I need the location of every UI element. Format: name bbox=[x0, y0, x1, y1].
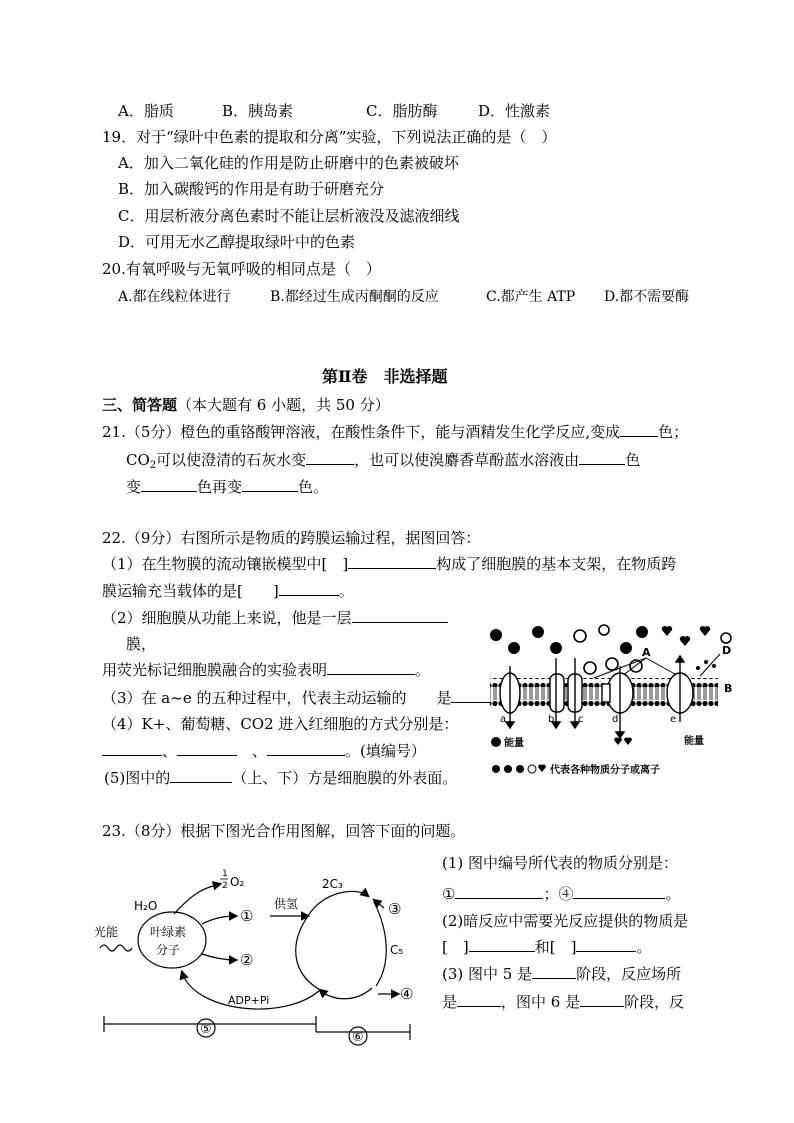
circle-3: ③ bbox=[388, 900, 402, 918]
q22-text-2d: 。 bbox=[415, 661, 431, 679]
q22-blank-2[interactable] bbox=[279, 581, 339, 596]
q22-p2-line1 bbox=[102, 607, 448, 629]
q19-option-b: B．加入碳酸钙的作用是有助于研磨充分 bbox=[118, 180, 385, 198]
q22-text-2a: （2）细胞膜从功能上来说，他是一层 bbox=[102, 609, 352, 627]
q22-blank-8[interactable] bbox=[267, 741, 345, 756]
q22-stem: 22.（9分）右图所示是物质的跨膜运输过程，据图回答： bbox=[102, 529, 481, 547]
section3-title: 三、简答题 bbox=[102, 396, 178, 414]
q18-option-c: C．脂肪酶 bbox=[366, 102, 438, 120]
q22-p5 bbox=[104, 767, 457, 789]
adp-label: ADP+Pi bbox=[228, 994, 270, 1007]
q23-stem: 23.（8分）根据下图光合作用图解，回答下面的问题。 bbox=[102, 822, 466, 840]
q23-r1: (1) 图中编号所代表的物质分别是： bbox=[442, 854, 679, 872]
q23-text-r2c: 。 bbox=[665, 885, 681, 903]
lane-b: b bbox=[548, 714, 555, 725]
q22-blank-7[interactable] bbox=[177, 741, 237, 756]
q23-blank-6[interactable] bbox=[457, 992, 501, 1007]
circle-5: ⑤ bbox=[200, 1022, 212, 1037]
q22-p4a: （4）K+、葡萄糖、CO2 进入红细胞的方式分别是： bbox=[102, 715, 459, 733]
q23-text-r6b: ，图中 6 是 bbox=[501, 993, 581, 1011]
q23-r2 bbox=[442, 883, 680, 905]
q19-option-c: C．用层析液分离色素时不能让层析液没及滤液细线 bbox=[118, 207, 460, 225]
q20-option-d: D.都不需要酶 bbox=[604, 289, 690, 305]
o2-numerator: 1 bbox=[222, 869, 228, 879]
q23-r5 bbox=[442, 963, 681, 985]
circle-1: ① bbox=[240, 907, 254, 925]
q23-blank-4[interactable] bbox=[576, 937, 636, 952]
pigment-label-1: 叶绿素 bbox=[150, 925, 187, 939]
q21-text-1b: 色； bbox=[658, 423, 689, 441]
lane-e: e bbox=[670, 714, 677, 725]
q20-option-b: B.都经过生成丙酮酮的反应 bbox=[270, 289, 439, 305]
circle-6: ⑥ bbox=[352, 1030, 364, 1045]
q22-text-5a: (5)图中的 bbox=[104, 769, 171, 787]
q21-text-2b: ，也可以使溴麝香草酚蓝水溶液由 bbox=[354, 451, 580, 469]
supply-h-label: 供氢 bbox=[274, 897, 299, 911]
q21-text-2c: 色 bbox=[625, 451, 641, 469]
dark-cycle-left bbox=[296, 916, 320, 990]
q23-r6 bbox=[442, 991, 684, 1013]
light-wave bbox=[100, 945, 132, 951]
q22-text-1c: 膜运输充当载体的是[ ] bbox=[102, 582, 279, 600]
q22-p1-line2 bbox=[102, 580, 354, 602]
lane-a: a bbox=[500, 714, 507, 725]
q23-r3: (2)暗反应中需要光反应提供的物质是 bbox=[442, 912, 689, 930]
energy-label-right: 能量 bbox=[684, 736, 704, 747]
q19-stem: 19．对于“绿叶中色素的提取和分离”实验，下列说法正确的是（ ） bbox=[102, 128, 557, 146]
q22-text-2c: 用荧光标记细胞膜融合的实验表明 bbox=[102, 661, 328, 679]
q23-text-r4a: [ ] bbox=[442, 938, 469, 956]
q21-line3 bbox=[126, 476, 328, 498]
q22-blank-6[interactable] bbox=[102, 741, 162, 756]
q22-blank-1[interactable] bbox=[348, 554, 436, 569]
q21-blank-1[interactable] bbox=[620, 422, 658, 437]
q21-text-3b: 色再变 bbox=[197, 478, 243, 496]
q21-blank-4[interactable] bbox=[141, 477, 197, 492]
q22-sep-2: 、 bbox=[252, 742, 268, 760]
circle-4: ④ bbox=[400, 985, 414, 1003]
q22-text-4d: 。(填编号） bbox=[345, 742, 426, 760]
q22-blank-3[interactable] bbox=[352, 608, 448, 623]
q23-r4 bbox=[442, 936, 651, 958]
q20-stem: 20.有氧呼吸与无氧呼吸的相同点是（ ） bbox=[102, 260, 381, 278]
c5-label: C₅ bbox=[390, 943, 404, 957]
q22-text-3a: （3）在 a~e 的五种过程中，代表主动运输的 是 bbox=[102, 689, 452, 707]
q22-text-1a: （1）在生物膜的流动镶嵌模型中[ ] bbox=[102, 555, 349, 573]
legend-symbols bbox=[492, 765, 546, 774]
energy-label-left: 能量 bbox=[504, 738, 524, 749]
legend-text: 代表各种物质分子或离子 bbox=[550, 765, 660, 776]
q23-blank-5[interactable] bbox=[532, 964, 576, 979]
q23-text-r4b: 和[ ] bbox=[534, 938, 577, 956]
q23-blank-3[interactable] bbox=[469, 937, 535, 952]
section3-note: （本大题有 6 小题，共 50 分） bbox=[177, 396, 390, 414]
chlorophyll-circle bbox=[138, 912, 206, 968]
label-b-bilayer: B bbox=[724, 682, 733, 695]
o2-denominator: 2 bbox=[222, 881, 228, 891]
q18-option-a: A．脂质 bbox=[118, 102, 174, 120]
q22-text-5b: （上、下）方是细胞膜的外表面。 bbox=[232, 769, 458, 787]
q23-text-r6a: 是 bbox=[442, 993, 458, 1011]
q18-option-b: B．胰岛素 bbox=[222, 102, 294, 120]
q20-option-a: A.都在线粒体进行 bbox=[118, 289, 231, 305]
q23-blank-7[interactable] bbox=[580, 992, 624, 1007]
q21-text-1: 21.（5分）橙色的重铬酸钾溶液，在酸性条件下，能与酒精发生化学反应,变成 bbox=[102, 423, 621, 441]
q21-blank-3[interactable] bbox=[579, 450, 625, 465]
o2-label: O₂ bbox=[230, 875, 245, 889]
label-a-protein: A bbox=[642, 646, 651, 659]
q21-text-3c: 色。 bbox=[298, 478, 329, 496]
label-d-marker: D bbox=[722, 644, 732, 657]
q22-p2-line2 bbox=[102, 659, 430, 681]
section3-heading bbox=[102, 394, 390, 416]
q21-line2 bbox=[126, 449, 640, 477]
q23-blank-2[interactable] bbox=[573, 884, 665, 899]
q19-option-d: D．可用无水乙醇提取绿叶中的色素 bbox=[118, 233, 356, 251]
lane-d: d bbox=[612, 714, 619, 725]
part2-title: 第Ⅱ卷 非选择题 bbox=[322, 367, 448, 386]
q23-num-1: ① bbox=[442, 885, 456, 903]
circle-2: ② bbox=[240, 951, 254, 969]
q21-text-2a: 可以使澄清的石灰水变 bbox=[156, 451, 307, 469]
q22-sep-1: 、 bbox=[162, 742, 178, 760]
q22-text-1d: 。 bbox=[338, 582, 354, 600]
q21-blank-2[interactable] bbox=[306, 450, 354, 465]
q22-blank-9[interactable] bbox=[170, 768, 232, 783]
q22-blank-4[interactable] bbox=[327, 660, 415, 675]
q20-option-c: C.都产生 ATP bbox=[486, 289, 576, 305]
q21-text-3a: 变 bbox=[126, 478, 142, 496]
q22-text-1b: 构成了细胞膜的基本支架，在物质跨 bbox=[436, 555, 677, 573]
q22-p4-blanks bbox=[102, 740, 426, 762]
q22-p3 bbox=[102, 687, 491, 709]
q23-text-r4c: 。 bbox=[636, 938, 652, 956]
q18-option-d: D．性激素 bbox=[478, 102, 551, 120]
q19-option-a: A．加入二氧化硅的作用是防止研磨中的色素被破坏 bbox=[118, 154, 459, 172]
q23-text-r5b: 阶段，反应场所 bbox=[576, 965, 682, 983]
co2-text: CO bbox=[126, 451, 150, 469]
membrane-transport-figure bbox=[486, 618, 734, 778]
c3-label: 2C₃ bbox=[322, 877, 343, 891]
q23-text-r6c: 阶段，反 bbox=[624, 993, 685, 1011]
photosynthesis-figure bbox=[94, 862, 420, 1046]
pigment-label-2: 分子 bbox=[156, 943, 181, 957]
q21-line1 bbox=[102, 421, 688, 443]
q22-p1-line1 bbox=[102, 553, 676, 575]
q22-p2b: 膜， bbox=[126, 635, 157, 653]
co2-subscript: 2 bbox=[149, 460, 157, 471]
lane-c: c bbox=[578, 714, 584, 725]
q23-blank-1[interactable] bbox=[455, 884, 543, 899]
q21-blank-5[interactable] bbox=[242, 477, 298, 492]
top-molecules bbox=[490, 625, 731, 674]
h2o-label: H₂O bbox=[134, 899, 158, 913]
light-label: 光能 bbox=[94, 925, 119, 939]
q23-num-4: ；④ bbox=[543, 885, 574, 903]
q23-text-r5a: (3) 图中 5 是 bbox=[442, 965, 533, 983]
